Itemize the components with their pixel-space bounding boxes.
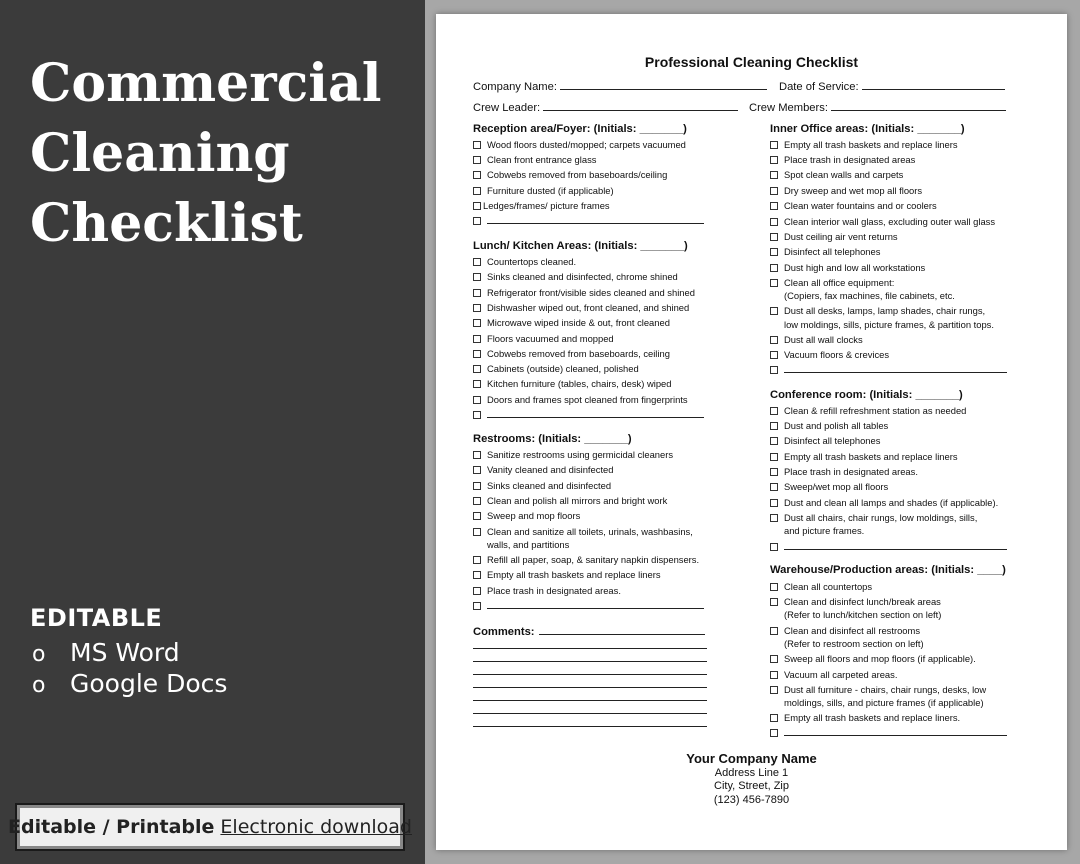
checklist-item[interactable]	[473, 525, 693, 538]
checklist-item[interactable]	[770, 261, 925, 274]
blank-line[interactable]	[487, 600, 704, 609]
bullet-icon: o	[32, 673, 46, 698]
checklist-item[interactable]	[770, 230, 898, 243]
checklist-item[interactable]	[770, 511, 977, 524]
checklist-item[interactable]	[770, 276, 894, 289]
checklist-item[interactable]	[770, 404, 966, 417]
date-of-service-line	[862, 79, 1005, 90]
item-label: Sweep/wet mop all floors	[784, 481, 889, 492]
option-label: MS Word	[70, 638, 180, 667]
item-label: Clean and sanitize all toilets, urinals, washbasins,	[487, 526, 693, 537]
blank-item[interactable]	[770, 363, 1007, 376]
crew-members-label: Crew Members:	[749, 102, 828, 114]
item-label: Disinfect all telephones	[784, 246, 881, 257]
checklist-item[interactable]	[770, 168, 903, 181]
checkbox-icon[interactable]	[473, 273, 481, 281]
comments-label: Comments:	[473, 626, 535, 638]
checkbox-icon[interactable]	[473, 365, 481, 373]
checklist-item[interactable]	[473, 584, 621, 597]
kitchen-heading: Lunch/ Kitchen Areas: (Initials: _______)	[473, 240, 688, 252]
checklist-item[interactable]	[770, 450, 958, 463]
checkbox-icon[interactable]	[473, 350, 481, 358]
checklist-item[interactable]	[473, 184, 614, 197]
item-label: Dust all wall clocks	[784, 334, 863, 345]
item-label: Clean front entrance glass	[487, 154, 597, 165]
checklist-item[interactable]	[473, 362, 639, 375]
checkbox-icon[interactable]	[770, 714, 778, 722]
item-continuation: walls, and partitions	[487, 539, 570, 550]
blank-line[interactable]	[784, 364, 1007, 373]
footer-city: City, Street, Zip	[714, 780, 789, 792]
item-label: Ledges/frames/ picture frames	[483, 200, 610, 211]
checklist-item[interactable]	[770, 624, 920, 637]
footer-company-name: Your Company Name	[686, 751, 817, 766]
checkbox-icon[interactable]	[770, 307, 778, 315]
item-label: Sinks cleaned and disinfected, chrome shined	[487, 271, 678, 282]
checkbox-icon[interactable]	[473, 466, 481, 474]
item-label: Spot clean walls and carpets	[784, 169, 904, 180]
badge-bold-text: Editable / Printable	[8, 816, 215, 838]
date-of-service-field[interactable]	[779, 79, 1005, 93]
promo-title-line-3: Checklist	[30, 193, 303, 254]
item-label: Cabinets (outside) cleaned, polished	[487, 363, 639, 374]
editable-label: EDITABLE	[30, 604, 163, 632]
company-name-line	[560, 79, 767, 90]
footer-address: Address Line 1	[714, 767, 789, 779]
checkbox-icon[interactable]	[770, 351, 778, 359]
checkbox-icon[interactable]	[473, 380, 481, 388]
checkbox-icon[interactable]	[473, 187, 481, 195]
conference-heading: Conference room: (Initials: _______)	[770, 389, 963, 401]
checklist-item[interactable]	[473, 568, 661, 581]
checkbox-icon[interactable]	[473, 512, 481, 520]
checkbox-icon[interactable]	[770, 422, 778, 430]
checkbox-icon[interactable]	[770, 336, 778, 344]
item-continuation: (Copiers, fax machines, file cabinets, etc.	[784, 290, 955, 301]
blank-item[interactable]	[770, 540, 1007, 553]
blank-line[interactable]	[487, 409, 704, 418]
checkbox-icon[interactable]	[473, 571, 481, 579]
checklist-item[interactable]	[473, 153, 596, 166]
item-label: Empty all trash baskets and replace liners	[784, 451, 958, 462]
item-label: Clean and disinfect lunch/break areas	[784, 596, 941, 607]
crew-members-field[interactable]	[749, 100, 1006, 114]
item-label: Empty all trash baskets and replace liners	[784, 139, 958, 150]
option-label: Google Docs	[70, 669, 228, 698]
checkbox-icon[interactable]	[770, 248, 778, 256]
item-label: Dust all desks, lamps, lamp shades, chair rungs,	[784, 305, 986, 316]
promo-title-line-1: Commercial	[30, 53, 382, 114]
item-continuation: (Refer to restroom section on left)	[784, 638, 924, 649]
item-label: Vacuum all carpeted areas.	[784, 669, 898, 680]
checkbox-icon[interactable]	[473, 451, 481, 459]
checkbox-icon[interactable]	[770, 468, 778, 476]
company-name-label: Company Name:	[473, 81, 557, 93]
comment-line[interactable]	[473, 726, 707, 727]
checkbox-icon[interactable]	[473, 335, 481, 343]
checklist-item[interactable]	[473, 270, 678, 283]
item-label: Dust all furniture - chairs, chair rungs, desks, low	[784, 684, 987, 695]
item-label: Sweep all floors and mop floors (if applicable).	[784, 653, 976, 664]
crew-leader-label: Crew Leader:	[473, 102, 541, 114]
item-label: Disinfect all telephones	[784, 435, 881, 446]
item-continuation: low moldings, sills, picture frames, & partition tops.	[784, 319, 994, 330]
checklist-item[interactable]	[473, 138, 686, 151]
checklist-item[interactable]	[770, 711, 960, 724]
checklist-page	[436, 14, 1067, 850]
comment-line[interactable]	[473, 674, 707, 675]
checklist-item[interactable]	[473, 347, 670, 360]
checklist-item[interactable]	[473, 393, 688, 406]
item-label: Cobwebs removed from baseboards/ceiling	[487, 169, 668, 180]
comment-line[interactable]	[473, 687, 707, 688]
item-label: Clean water fountains and or coolers	[784, 200, 937, 211]
item-label: Sanitize restrooms using germicidal cleaners	[487, 449, 674, 460]
checkbox-icon[interactable]	[770, 264, 778, 272]
item-label: Cobwebs removed from baseboards, ceiling	[487, 348, 670, 359]
checkbox-icon[interactable]	[770, 437, 778, 445]
comment-line[interactable]	[473, 661, 707, 662]
checkbox-icon[interactable]	[770, 233, 778, 241]
item-label: Clean and polish all mirrors and bright work	[487, 495, 668, 506]
warehouse-heading: Warehouse/Production areas: (Initials: ____)	[770, 564, 1006, 576]
item-label: Clean interior wall glass, excluding outer wall glass	[784, 216, 996, 227]
checkbox-icon[interactable]	[473, 141, 481, 149]
checkbox-icon[interactable]	[770, 407, 778, 415]
item-label: Clean and disinfect all restrooms	[784, 625, 921, 636]
checkbox-icon[interactable]	[770, 171, 778, 179]
item-label: Floors vacuumed and mopped	[487, 333, 614, 344]
item-label: Dust and clean all lamps and shades (if applicable).	[784, 497, 999, 508]
item-label: Kitchen furniture (tables, chairs, desk) wiped	[487, 378, 672, 389]
checkbox-icon[interactable]	[473, 304, 481, 312]
checklist-item[interactable]	[770, 652, 976, 665]
restrooms-heading: Restrooms: (Initials: _______)	[473, 433, 632, 445]
checklist-item[interactable]	[473, 377, 671, 390]
item-label: Dry sweep and wet mop all floors	[784, 185, 923, 196]
checkbox-icon[interactable]	[770, 671, 778, 679]
checklist-item[interactable]	[770, 138, 958, 151]
checkbox-icon[interactable]	[770, 598, 778, 606]
checklist-item[interactable]	[770, 333, 863, 346]
electronic-download-link[interactable]: Electronic download	[220, 816, 412, 838]
checklist-item[interactable]	[770, 184, 922, 197]
blank-line[interactable]	[487, 215, 704, 224]
checklist-item[interactable]	[473, 301, 689, 314]
checklist-item[interactable]	[770, 153, 915, 166]
item-label: Sinks cleaned and disinfected	[487, 480, 612, 491]
checklist-item[interactable]	[770, 304, 985, 317]
checkbox-icon[interactable]	[473, 497, 481, 505]
item-label: Vacuum floors & crevices	[784, 349, 890, 360]
blank-item[interactable]	[473, 408, 704, 421]
bullet-icon: o	[32, 642, 46, 667]
download-badge[interactable]	[8, 803, 412, 851]
item-label: Dust and polish all tables	[784, 420, 889, 431]
item-continuation: and picture frames.	[784, 525, 865, 536]
checkbox-icon[interactable]	[473, 602, 481, 610]
checklist-item[interactable]	[473, 332, 614, 345]
crew-leader-field[interactable]	[473, 100, 738, 114]
checklist-item[interactable]	[473, 553, 699, 566]
item-continuation: moldings, sills, and picture frames (if applicable)	[784, 697, 984, 708]
checklist-item[interactable]	[770, 434, 880, 447]
checkbox-icon[interactable]	[770, 187, 778, 195]
checklist-item[interactable]	[473, 463, 613, 476]
footer-phone: (123) 456-7890	[713, 794, 790, 806]
checkbox-icon[interactable]	[473, 258, 481, 266]
promo-title-line-2: Cleaning	[30, 123, 290, 184]
checklist-item[interactable]	[770, 245, 880, 258]
checkbox-icon[interactable]	[473, 171, 481, 179]
checklist-item[interactable]	[770, 465, 918, 478]
blank-line[interactable]	[784, 541, 1007, 550]
item-label: Refrigerator front/visible sides cleaned and shined	[487, 287, 695, 298]
company-name-field[interactable]	[473, 79, 767, 93]
checkbox-icon[interactable]	[473, 217, 481, 225]
blank-item[interactable]	[770, 726, 1007, 739]
item-label: Empty all trash baskets and replace liners	[487, 569, 661, 580]
checklist-item[interactable]	[473, 494, 667, 507]
checkbox-icon[interactable]	[473, 482, 481, 490]
blank-line[interactable]	[784, 727, 1007, 736]
checkbox-icon[interactable]	[770, 499, 778, 507]
checklist-item[interactable]	[473, 286, 695, 299]
option-ms-word	[32, 638, 180, 667]
item-label: Dust all chairs, chair rungs, low moldings, sills,	[784, 512, 978, 523]
checklist-item[interactable]	[473, 479, 611, 492]
checklist-item[interactable]	[770, 683, 986, 696]
checkbox-icon[interactable]	[473, 587, 481, 595]
item-label: Dishwasher wiped out, front cleaned, and shined	[487, 302, 690, 313]
comments-field[interactable]	[473, 624, 705, 638]
item-label: Place trash in designated areas.	[784, 466, 918, 477]
checklist-item[interactable]	[473, 168, 667, 181]
checklist-item[interactable]	[770, 668, 897, 681]
checklist-item[interactable]	[770, 496, 998, 509]
item-label: Sweep and mop floors	[487, 510, 581, 521]
checklist-item[interactable]	[770, 215, 995, 228]
blank-item[interactable]	[473, 214, 704, 227]
item-label: Place trash in designated areas.	[487, 585, 621, 596]
item-label: Wood floors dusted/mopped; carpets vacuumed	[487, 139, 686, 150]
checkbox-icon[interactable]	[770, 686, 778, 694]
checklist-item[interactable]	[473, 448, 673, 461]
checkbox-icon[interactable]	[473, 556, 481, 564]
comment-line[interactable]	[473, 648, 707, 649]
item-label: Refill all paper, soap, & sanitary napkin dispensers.	[487, 554, 700, 565]
checkbox-icon[interactable]	[473, 411, 481, 419]
checkbox-icon[interactable]	[770, 543, 778, 551]
crew-members-line	[831, 100, 1006, 111]
item-label: Dust high and low all workstations	[784, 262, 926, 273]
checkbox-icon[interactable]	[770, 655, 778, 663]
comments-line[interactable]	[539, 624, 705, 635]
checkbox-icon[interactable]	[473, 202, 481, 210]
option-google-docs	[32, 669, 227, 698]
checkbox-icon[interactable]	[770, 729, 778, 737]
comment-line[interactable]	[473, 700, 707, 701]
checkbox-icon[interactable]	[770, 366, 778, 374]
item-label: Clean all office equipment:	[784, 277, 895, 288]
item-label: Dust ceiling air vent returns	[784, 231, 898, 242]
promo-panel	[0, 0, 425, 864]
checkbox-icon[interactable]	[770, 627, 778, 635]
comment-line[interactable]	[473, 713, 707, 714]
checkbox-icon[interactable]	[770, 218, 778, 226]
checklist-item[interactable]	[770, 348, 889, 361]
checkbox-icon[interactable]	[770, 514, 778, 522]
crew-leader-line	[543, 100, 738, 111]
checklist-item[interactable]	[473, 316, 670, 329]
checklist-item[interactable]	[770, 595, 941, 608]
checklist-item[interactable]	[770, 419, 888, 432]
checklist-item[interactable]	[770, 199, 937, 212]
inner-office-heading: Inner Office areas: (Initials: _______)	[770, 123, 965, 135]
checkbox-icon[interactable]	[770, 483, 778, 491]
checkbox-icon[interactable]	[770, 279, 778, 287]
checkbox-icon[interactable]	[770, 202, 778, 210]
item-label: Doors and frames spot cleaned from fingerprints	[487, 394, 688, 405]
checkbox-icon[interactable]	[473, 156, 481, 164]
item-label: Place trash in designated areas	[784, 154, 916, 165]
item-label: Clean all countertops	[784, 581, 873, 592]
checkbox-icon[interactable]	[770, 141, 778, 149]
checklist-item[interactable]	[473, 255, 576, 268]
checklist-item[interactable]	[473, 509, 580, 522]
date-of-service-label: Date of Service:	[779, 81, 859, 93]
checklist-item[interactable]	[770, 580, 872, 593]
item-label: Countertops cleaned.	[487, 256, 577, 267]
item-label: Microwave wiped inside & out, front cleaned	[487, 317, 670, 328]
checklist-item[interactable]	[473, 199, 610, 212]
checkbox-icon[interactable]	[770, 156, 778, 164]
doc-title: Professional Cleaning Checklist	[644, 54, 859, 70]
item-label: Vanity cleaned and disinfected	[487, 464, 614, 475]
item-continuation: (Refer to lunch/kitchen section on left)	[784, 609, 942, 620]
checkbox-icon[interactable]	[473, 396, 481, 404]
checkbox-icon[interactable]	[770, 453, 778, 461]
reception-heading: Reception area/Foyer: (Initials: _______)	[473, 123, 687, 135]
checkbox-icon[interactable]	[473, 319, 481, 327]
item-label: Furniture dusted (if applicable)	[487, 185, 614, 196]
checkbox-icon[interactable]	[473, 528, 481, 536]
checkbox-icon[interactable]	[473, 289, 481, 297]
checkbox-icon[interactable]	[770, 583, 778, 591]
checklist-item[interactable]	[770, 480, 888, 493]
item-label: Clean & refill refreshment station as needed	[784, 405, 967, 416]
blank-item[interactable]	[473, 599, 704, 612]
item-label: Empty all trash baskets and replace liners.	[784, 712, 961, 723]
